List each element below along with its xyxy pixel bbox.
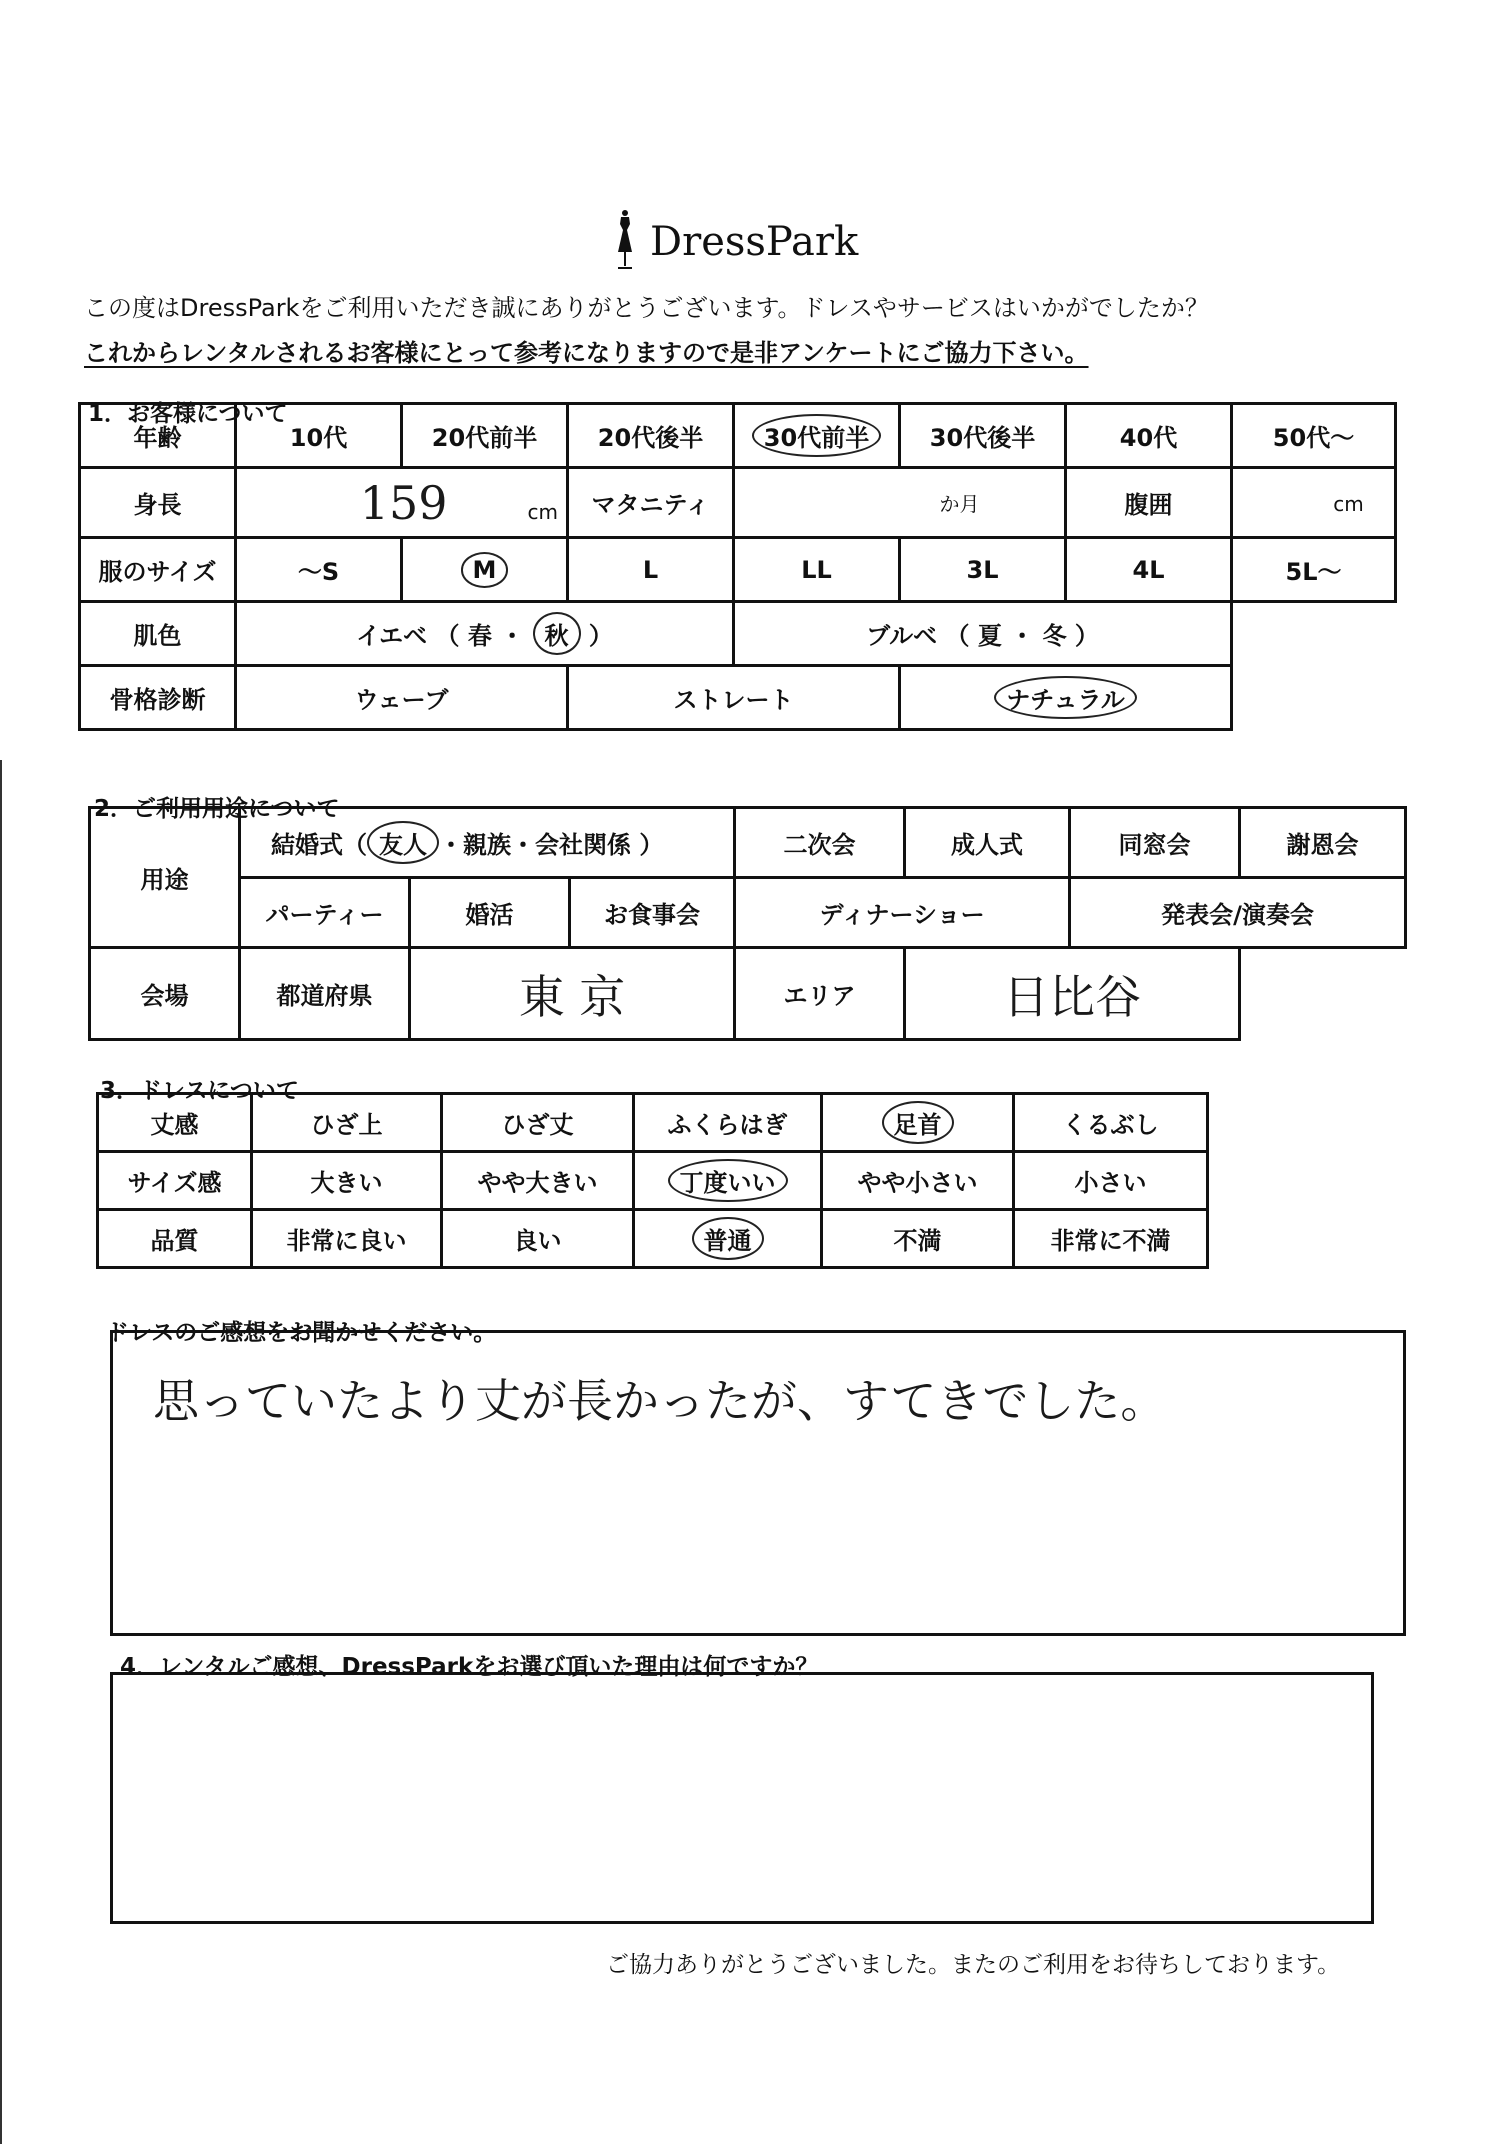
age-option[interactable]: 10代 (236, 404, 402, 468)
fit-option[interactable]: 大きい (252, 1152, 442, 1210)
length-option[interactable]: ひざ上 (252, 1094, 442, 1152)
quality-option[interactable]: 不満 (822, 1210, 1014, 1268)
frame-label: 骨格診断 (80, 666, 236, 730)
area-value: 日比谷 (1003, 969, 1142, 1024)
intro-line-1: この度はDressParkをご利用いただき誠にありがとうございます。ドレスやサービスはいかがでしたか？ (84, 294, 1209, 322)
age-label: 年齢 (80, 404, 236, 468)
frame-option-selected[interactable] (900, 666, 1232, 730)
section-1-title: 1．お客様について (88, 401, 288, 427)
wedding-selected-mark: 友人 (367, 821, 439, 864)
age-row (80, 404, 1396, 468)
fit-label: サイズ感 (98, 1152, 252, 1210)
age-option[interactable]: 20代後半 (568, 404, 734, 468)
height-unit: cm (527, 499, 558, 524)
maternity-field[interactable] (734, 468, 1066, 538)
quality-selected-mark: 普通 (692, 1217, 764, 1260)
customer-table (78, 402, 1397, 731)
purpose-option[interactable]: パーティー (240, 878, 410, 948)
length-option-selected[interactable] (822, 1094, 1014, 1152)
height-value: 159 (359, 475, 448, 530)
age-option[interactable]: 40代 (1066, 404, 1232, 468)
purpose-option[interactable]: 成人式 (905, 808, 1070, 878)
age-option-selected[interactable] (734, 404, 900, 468)
skin-yellow-suffix: ） (588, 622, 613, 650)
age-selected-mark: 30代前半 (752, 414, 881, 457)
dress-comment-box[interactable] (110, 1330, 1406, 1636)
section-3-title: 3．ドレスについて (100, 1078, 299, 1104)
frame-option[interactable]: ストレート (568, 666, 900, 730)
skin-label: 肌色 (80, 602, 236, 666)
purpose-label: 用途 (90, 808, 240, 948)
prefecture-label: 都道府県 (240, 948, 410, 1040)
purpose-option[interactable]: 婚活 (410, 878, 570, 948)
purpose-option[interactable]: お食事会 (570, 878, 735, 948)
skin-blue-option[interactable]: ブルベ （ 夏 ・ 冬 ） (734, 602, 1232, 666)
quality-option[interactable]: 良い (442, 1210, 634, 1268)
skin-selected-mark: 秋 (533, 612, 581, 655)
prefecture-value: 東 京 (518, 969, 626, 1024)
footer-thanks: ご協力ありがとうございました。またのご利用をお待ちしております。 (606, 1952, 1341, 1978)
length-row (98, 1094, 1208, 1152)
empty-cell (1240, 948, 1406, 1040)
brand-name: DressPark (650, 219, 859, 265)
size-option[interactable]: 4L (1066, 538, 1232, 602)
section-2-title: 2．ご利用用途について (94, 796, 340, 822)
fit-option-selected[interactable] (634, 1152, 822, 1210)
purpose-option[interactable]: 二次会 (735, 808, 905, 878)
height-field[interactable] (236, 468, 568, 538)
frame-selected-mark: ナチュラル (994, 676, 1137, 719)
purpose-option[interactable]: 謝恩会 (1240, 808, 1406, 878)
area-label: エリア (735, 948, 905, 1040)
waist-field[interactable] (1232, 468, 1396, 538)
waist-unit: cm (1333, 491, 1364, 516)
frame-row (80, 666, 1396, 730)
size-label: 服のサイズ (80, 538, 236, 602)
dress-comment-text: 思っていたより丈が長かったが、すてきでした。 (153, 1374, 1167, 1428)
quality-option[interactable]: 非常に不満 (1014, 1210, 1208, 1268)
empty-cell (1232, 666, 1396, 730)
quality-option[interactable]: 非常に良い (252, 1210, 442, 1268)
fit-option[interactable]: 小さい (1014, 1152, 1208, 1210)
quality-label: 品質 (98, 1210, 252, 1268)
purpose-option[interactable]: 発表会/演奏会 (1070, 878, 1406, 948)
section-4-title: 4．レンタルご感想、DressParkをお選び頂いた理由は何ですか？ (120, 1654, 819, 1680)
skin-yellow-prefix: イエベ （ 春 ・ (356, 622, 525, 650)
size-option[interactable]: 5L～ (1232, 538, 1396, 602)
age-option[interactable]: 20代前半 (402, 404, 568, 468)
prefecture-field[interactable] (410, 948, 735, 1040)
empty-cell (1232, 602, 1396, 666)
length-option[interactable]: くるぶし (1014, 1094, 1208, 1152)
height-label: 身長 (80, 468, 236, 538)
size-option-selected[interactable] (402, 538, 568, 602)
length-selected-mark: 足首 (882, 1101, 954, 1144)
logo (610, 208, 858, 276)
skin-row (80, 602, 1396, 666)
length-option[interactable]: ひざ丈 (442, 1094, 634, 1152)
purpose-option[interactable]: 同窓会 (1070, 808, 1240, 878)
dress-table (96, 1092, 1209, 1269)
purpose-option[interactable]: ディナーショー (735, 878, 1070, 948)
size-option[interactable]: LL (734, 538, 900, 602)
purpose-row-1 (90, 808, 1406, 878)
maternity-unit: か月 (939, 492, 980, 516)
fit-row (98, 1152, 1208, 1210)
purpose-row-2 (90, 878, 1406, 948)
dress-form-icon (610, 208, 640, 276)
wedding-prefix: 結婚式（ (271, 831, 367, 859)
area-field[interactable] (905, 948, 1240, 1040)
fit-selected-mark: 丁度いい (668, 1159, 788, 1202)
size-selected-mark: M (461, 552, 509, 588)
size-option[interactable]: L (568, 538, 734, 602)
quality-option-selected[interactable] (634, 1210, 822, 1268)
rental-comment-box[interactable] (110, 1672, 1374, 1924)
wedding-suffix: ・親族・会社関係 ） (439, 831, 664, 859)
maternity-label: マタニティ (568, 468, 734, 538)
height-row (80, 468, 1396, 538)
size-row (80, 538, 1396, 602)
size-option[interactable]: ～S (236, 538, 402, 602)
venue-label: 会場 (90, 948, 240, 1040)
frame-option[interactable]: ウェーブ (236, 666, 568, 730)
intro-line-2: これからレンタルされるお客様にとって参考になりますので是非アンケートにご協力下さい。 (84, 339, 1089, 367)
scan-edge-line (0, 760, 2, 2144)
venue-row (90, 948, 1406, 1040)
fit-option[interactable]: やや大きい (442, 1152, 634, 1210)
size-option[interactable]: 3L (900, 538, 1066, 602)
age-option[interactable]: 30代後半 (900, 404, 1066, 468)
waist-label: 腹囲 (1066, 468, 1232, 538)
age-option[interactable]: 50代～ (1232, 404, 1396, 468)
dress-comment-label: ドレスのご感想をお聞かせください。 (106, 1320, 497, 1346)
length-option[interactable]: ふくらはぎ (634, 1094, 822, 1152)
purpose-wedding-option[interactable] (240, 808, 735, 878)
purpose-table (88, 806, 1407, 1041)
length-label: 丈感 (98, 1094, 252, 1152)
quality-row (98, 1210, 1208, 1268)
skin-yellow-option[interactable] (236, 602, 734, 666)
fit-option[interactable]: やや小さい (822, 1152, 1014, 1210)
